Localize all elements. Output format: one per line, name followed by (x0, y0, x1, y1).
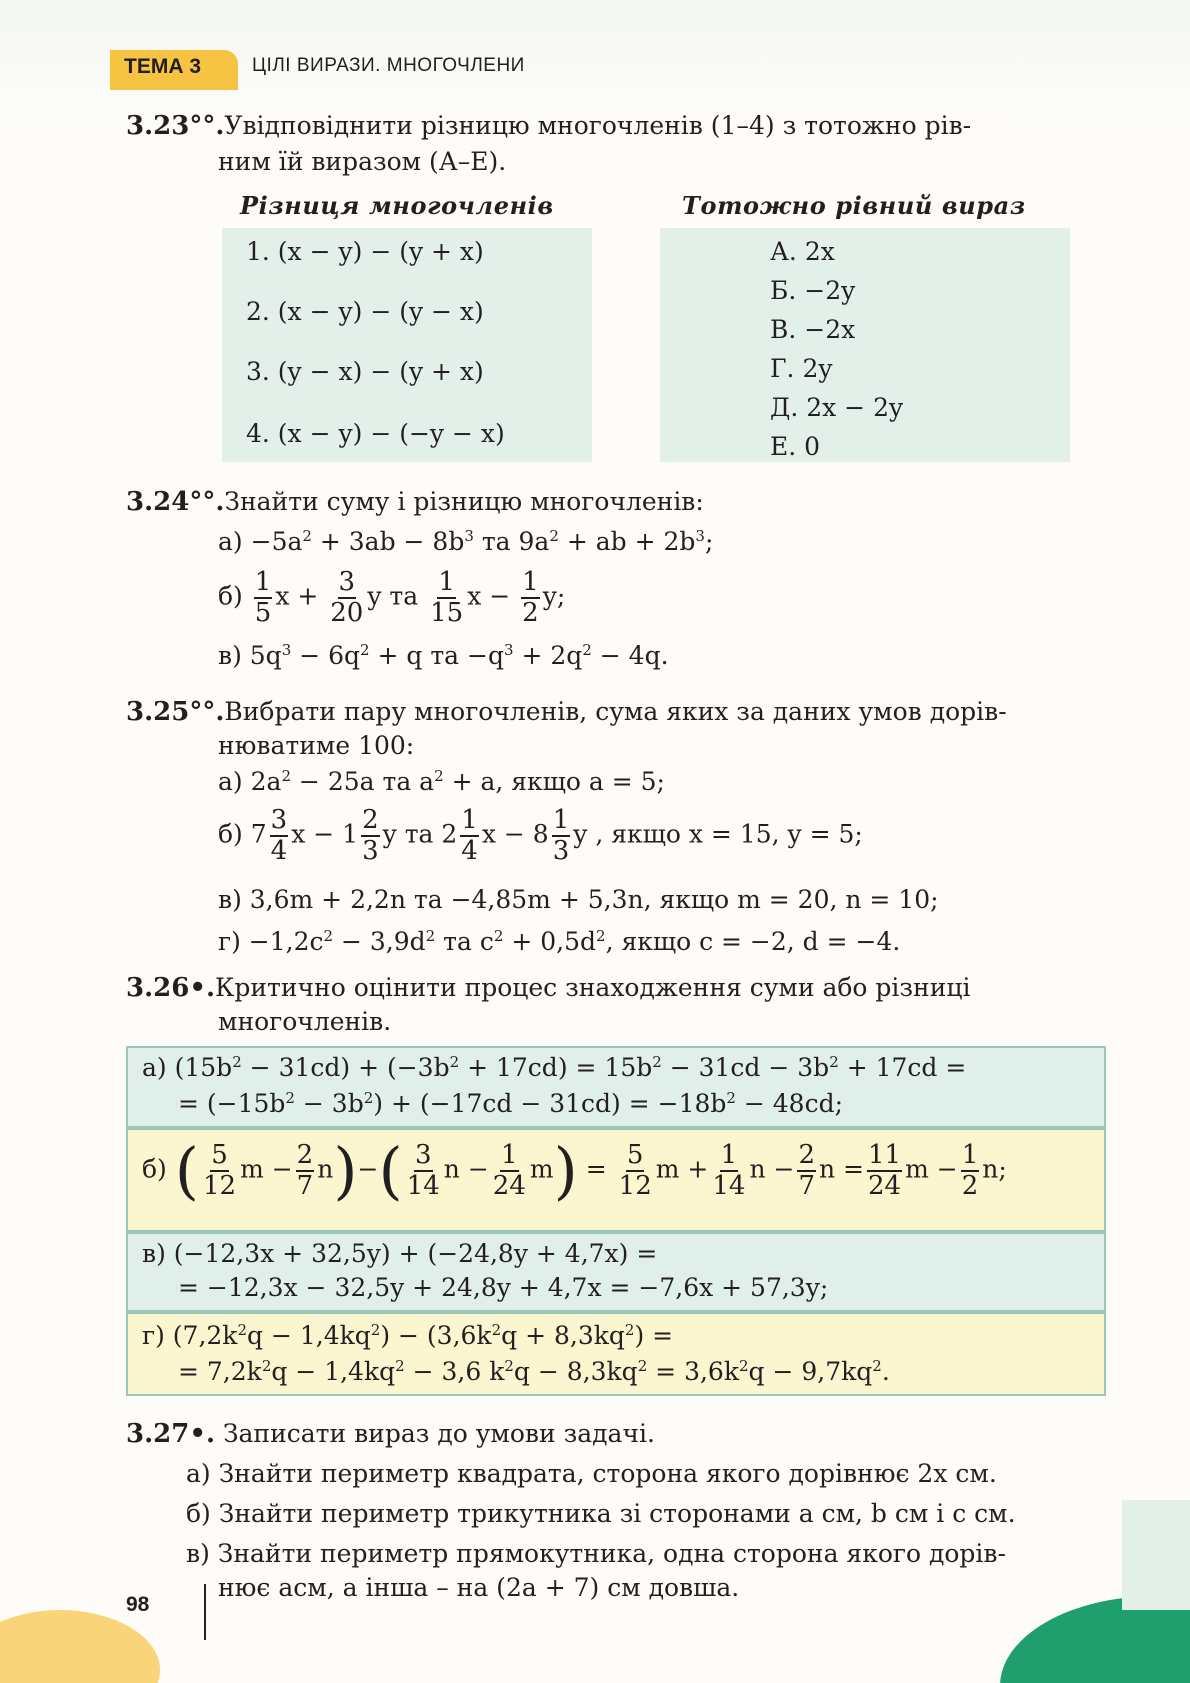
solution-c-line2: = −12,3x − 32,5y + 24,8y + 4,7x = −7,6x + 57,3y; (178, 1273, 829, 1302)
problem-3-25-line1: 3.25°°.Вибрати пару многочленів, сума яких за даних умов дорів- (126, 697, 1007, 727)
right-item-d: Д. 2x − 2y (770, 393, 904, 422)
page-number: 98 (126, 1593, 150, 1616)
table-header-right: Тотожно рівний вираз (682, 191, 1026, 220)
problem-3-23-line1: 3.23°°.Увідповіднити різницю многочленів (1–4) з тотожно рів- (126, 111, 972, 141)
right-item-e: Е. 0 (770, 432, 821, 461)
left-item-2: 2. (x − y) − (y − x) (246, 297, 484, 326)
problem-number: 3.23°°. (126, 111, 225, 141)
problem-3-27-line1: 3.27•. Записати вираз до умови задачі. (126, 1419, 655, 1449)
problem-3-26-line2: многочленів. (218, 1007, 392, 1036)
solution-c-line1: в) (−12,3x + 32,5y) + (−24,8y + 4,7x) = (142, 1239, 658, 1268)
problem-3-27-a: а) Знайти периметр квадрата, сторона якого дорівнює 2x см. (186, 1459, 997, 1488)
left-item-3: 3. (y − x) − (y + x) (246, 357, 484, 386)
left-item-1: 1. (x − y) − (y + x) (246, 237, 484, 266)
problem-3-27-c2: нює aсм, а інша – на (2a + 7) см довша. (218, 1573, 740, 1602)
left-item-4: 4. (x − y) − (−y − x) (246, 419, 505, 448)
problem-3-25-a: а) $2a^2 - 25a$ та $a^2 + a$, якщо a = 5; (218, 767, 665, 796)
solution-d-line1: г) $(7,2k^2q - 1,4kq^2) - (3,6k^2q + 8,3kq^2)$ = (142, 1321, 674, 1350)
side-decoration (1122, 1500, 1190, 1610)
solution-b-line: б) ( $\frac{5}{12}$ m − $\frac{2}{7}$ n)−( $\frac{3}{14}$ n − $\frac{1}{24}$ m) = $\frac{5}{12}$ m + $\frac{1}{14}$ n − $\frac{2}{7}$ n = $\frac{11}{24}$ m − $\frac{1}{2}$ n; (142, 1134, 1007, 1207)
right-item-a: А. 2x (770, 237, 835, 266)
problem-3-25-line2: нюватиме 100: (218, 731, 415, 760)
problem-number: 3.26•. (126, 973, 215, 1003)
problem-number: 3.24°°. (126, 487, 225, 517)
right-item-b: Б. −2y (770, 276, 856, 305)
problem-3-27-b: б) Знайти периметр трикутника зі сторонами a см, b см і c см. (186, 1499, 1016, 1528)
problem-3-25-b: б) 7 $\frac{3}{4}$ x − 1 $\frac{2}{3}$ y та 2 $\frac{1}{4}$ x − 8 $\frac{1}{3}$ y , якщо x = 15, y = 5; (218, 805, 863, 867)
solution-d-line2: = $7,2k^2q - 1,4kq^2 - 3,6$ $k^2q - 8,3kq^2 = 3,6k^2q - 9,7kq^2$. (178, 1357, 890, 1386)
problem-3-23-line2: ним їй виразом (А–Е). (218, 147, 507, 176)
problem-number: 3.27•. (126, 1419, 215, 1449)
problem-3-25-d: $г) -1,2c^2 - 3,9d^2$ та $c^2 + 0,5d^2$, якщо c = −2, d = −4. (218, 927, 901, 956)
problem-3-26-line1: 3.26•.Критично оцінити процес знаходження суми або різниці (126, 973, 971, 1003)
solution-a-line1: а) $(15b^2 - 31cd) + (-3b^2 + 17cd) = 15b^2 - 31cd - 3b^2 + 17cd$ = (142, 1053, 967, 1082)
tema-title: ЦІЛІ ВИРАЗИ. МНОГОЧЛЕНИ (252, 55, 525, 76)
page-divider (204, 1584, 206, 1640)
problem-3-24-line1: 3.24°°.Знайти суму і різницю многочленів: (126, 487, 704, 517)
solution-a-line2: = $(-15b^2 - 3b^2) + (-17cd - 31cd) = -18b^2 - 48cd$; (178, 1089, 844, 1118)
problem-3-24-c: в) $5q^3 - 6q^2 + q$ та $-q^3 + 2q^2 - 4q$. (218, 641, 669, 670)
table-panel-right (660, 228, 1070, 462)
right-item-v: В. −2x (770, 315, 856, 344)
problem-3-24-b: б) $\frac{1}{5}$ x + $\frac{3}{20}$ y та $\frac{1}{15}$ x − $\frac{1}{2}$ y; (218, 567, 566, 629)
table-header-left: Різниця многочленів (240, 191, 554, 220)
problem-3-25-c: в) 3,6m + 2,2n та −4,85m + 5,3n, якщо m = 20, n = 10; (218, 885, 939, 914)
problem-number: 3.25°°. (126, 697, 225, 727)
problem-3-24-a: $а) -5a^2 + 3ab - 8b^3$ та $9a^2$ + ab + $2b^3$; (218, 527, 714, 556)
problem-3-27-c1: в) Знайти периметр прямокутника, одна сторона якого дорів- (186, 1539, 1006, 1568)
corner-decoration-left (0, 1610, 160, 1683)
right-item-g: Г. 2y (770, 354, 833, 383)
tema-label: ТЕМА 3 (124, 55, 202, 78)
